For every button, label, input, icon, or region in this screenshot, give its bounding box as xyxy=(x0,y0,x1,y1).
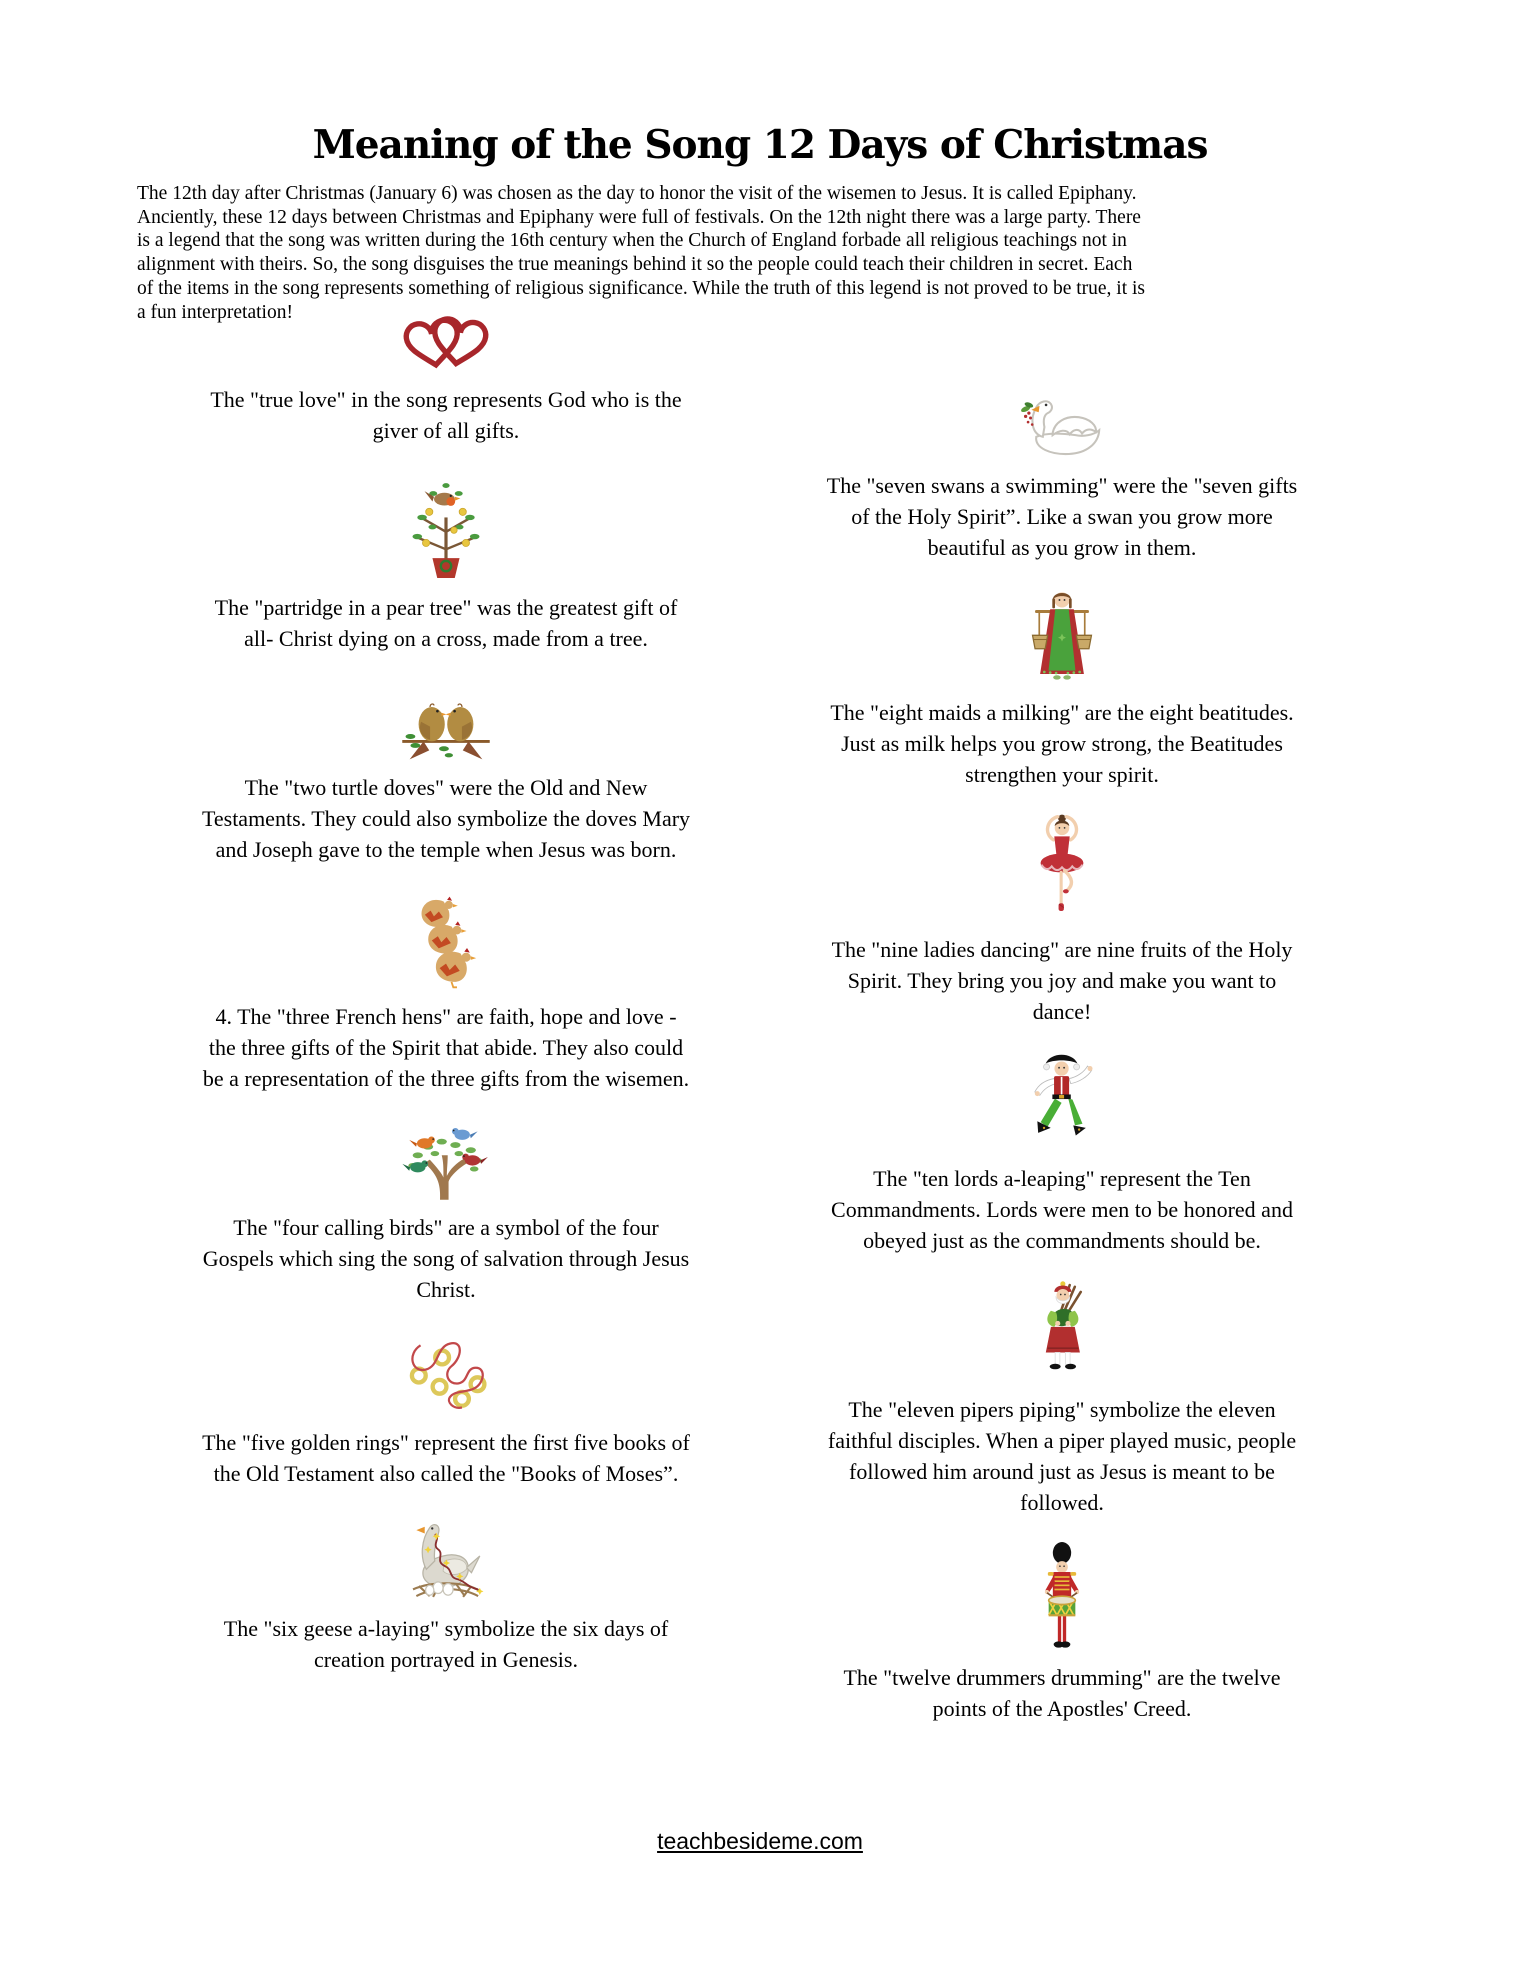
item-caption: The "true love" in the song represents God who is the giver of all gifts. xyxy=(210,387,682,443)
list-item-geese xyxy=(224,1519,668,1675)
four-calling-birds-icon xyxy=(399,1124,493,1202)
six-geese-icon xyxy=(398,1519,494,1603)
list-item-true-love xyxy=(210,310,681,446)
eleven-pipers-icon xyxy=(1032,1280,1092,1384)
footer xyxy=(0,1828,1520,1855)
page-title: Meaning of the Song 12 Days of Christmas xyxy=(312,122,1208,168)
list-item-partridge xyxy=(215,476,678,654)
item-caption: The "eight maids a milking" are the eight beatitudes. Just as milk helps you grow strong, the Beatitudes strengthen your spirit. xyxy=(830,700,1294,787)
list-item-drummers xyxy=(843,1542,1280,1724)
item-caption: The "eleven pipers piping" symbolize the eleven faithful disciples. When a piper played music, people followed him around just as Jesus is meant to be followed. xyxy=(827,1397,1297,1515)
intro-line: a fun interpretation! xyxy=(137,301,293,323)
item-caption: The "ten lords a-leaping" represent the Ten Commandments. Lords were men to be honored and obeyed just as the commandments should be. xyxy=(831,1166,1293,1253)
eight-maids-icon xyxy=(1030,587,1094,687)
list-item-turtle-doves xyxy=(202,684,690,865)
list-item-french-hens xyxy=(203,895,689,1094)
nine-ladies-icon xyxy=(1032,814,1092,924)
item-caption: The "two turtle doves" were the Old and New Testaments. They could also symbolize the doves Mary and Joseph gave to the temple when Jesus was born. xyxy=(201,775,691,862)
right-column xyxy=(784,394,1340,1748)
list-item-pipers xyxy=(828,1280,1296,1518)
item-caption: The "seven swans a swimming" were the "seven gifts of the Holy Spirit”. Like a swan you grow more beautiful as you grow in them. xyxy=(826,473,1298,560)
twelve-drummers-icon xyxy=(1036,1542,1088,1652)
list-item-maids xyxy=(830,587,1293,790)
item-caption: 4. The "three French hens" are faith, hope and love - the three gifts of the Spirit that abide. They also could be a representation of the three gifts from the wisemen. xyxy=(202,1004,690,1091)
item-caption: The "four calling birds" are a symbol of the four Gospels which sing the song of salvation through Jesus Christ. xyxy=(202,1215,690,1302)
list-item-calling-birds xyxy=(203,1124,689,1305)
turtle-doves-icon xyxy=(399,684,493,762)
list-item-golden-rings xyxy=(202,1335,690,1489)
item-caption: The "twelve drummers drumming" are the twelve points of the Apostles' Creed. xyxy=(843,1665,1281,1721)
intro-line: of the items in the song represents something of religious significance. While the truth of this legend is not proved to be true, it is xyxy=(137,277,1146,299)
list-item-swans xyxy=(827,394,1298,563)
left-column xyxy=(140,310,752,1705)
five-golden-rings-icon xyxy=(405,1335,487,1417)
list-item-ladies-dancing xyxy=(832,814,1293,1027)
intro-line: alignment with theirs. So, the song disguises the true meanings behind it so the people could teach their children in secret. Each xyxy=(137,254,1133,276)
item-caption: The "partridge in a pear tree" was the greatest gift of all- Christ dying on a cross, made from a tree. xyxy=(214,595,678,651)
intro-line: is a legend that the song was written during the 16th century when the Church of England forbade all religious teachings not in xyxy=(137,230,1127,252)
item-caption: The "nine ladies dancing" are nine fruits of the Holy Spirit. They bring you joy and make you want to dance! xyxy=(831,937,1293,1024)
list-item-lords-leaping xyxy=(831,1051,1293,1256)
two-hearts-icon xyxy=(395,310,497,374)
footer-link[interactable]: teachbesideme.com xyxy=(657,1828,863,1854)
item-caption: The "five golden rings" represent the first five books of the Old Testament also called the "Books of Moses”. xyxy=(202,1430,690,1486)
ten-lords-icon xyxy=(1026,1051,1098,1153)
intro-line: Anciently, these 12 days between Christmas and Epiphany were full of festivals. On the 12th night there was a large party. There xyxy=(137,206,1141,228)
partridge-pear-tree-icon xyxy=(406,476,486,582)
item-caption: The "six geese a-laying" symbolize the six days of creation portrayed in Genesis. xyxy=(223,1616,669,1672)
three-french-hens-icon xyxy=(414,895,478,991)
seven-swans-icon xyxy=(1015,394,1109,460)
intro-line: The 12th day after Christmas (January 6) was chosen as the day to honor the visit of the wisemen to Jesus. It is called Epiphany. xyxy=(137,183,1137,204)
intro-paragraph xyxy=(137,182,1520,324)
